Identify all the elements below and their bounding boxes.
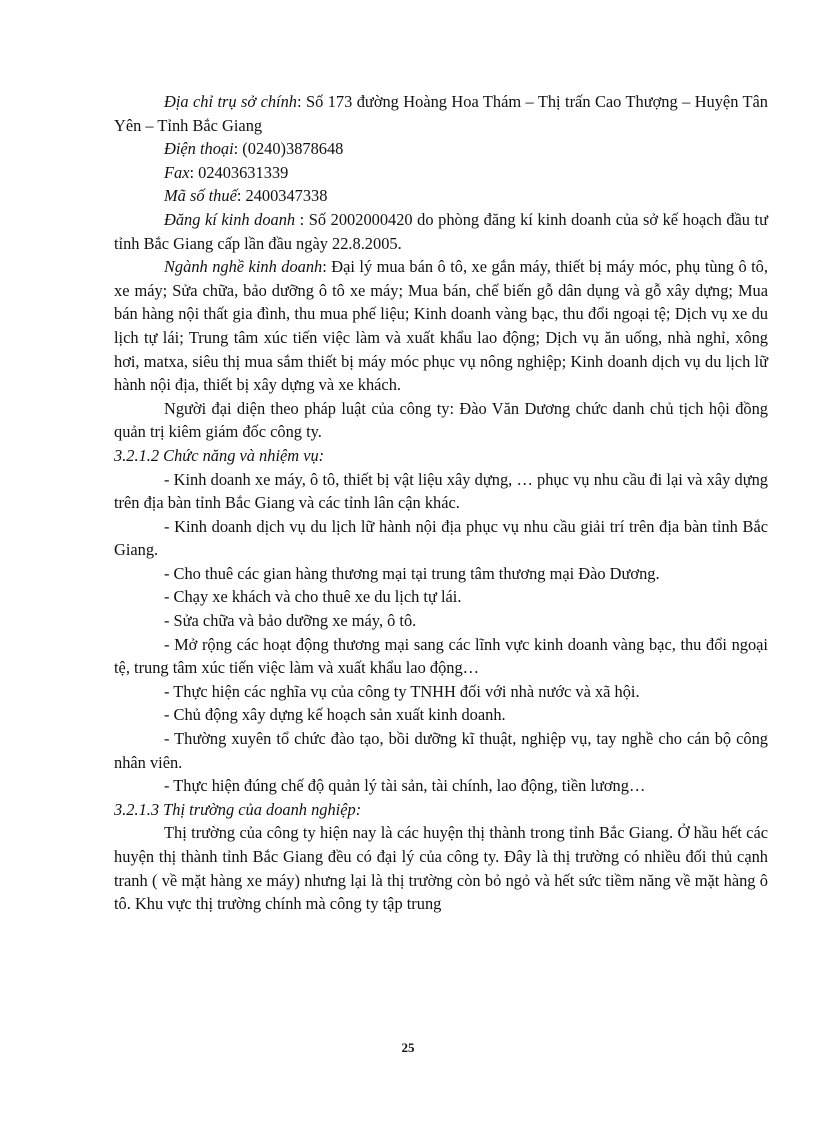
functions-heading: 3.2.1.2 Chức năng và nhiệm vụ: — [114, 445, 325, 465]
fax-paragraph — [114, 161, 768, 185]
page-number: 25 — [401, 1040, 415, 1055]
phone-paragraph — [114, 137, 768, 161]
fax-value: : 02403631339 — [189, 162, 289, 182]
registration-value: : Số 2002000420 do phòng đăng kí kinh doanh của sở kế hoạch đầu tư tỉnh Bắc Giang cấp lần đầu ngày 22.8.2005. — [114, 209, 768, 253]
business-value: : Đại lý mua bán ô tô, xe gắn máy, thiết bị máy móc, phụ tùng ô tô, xe máy; Sửa chữa, bảo dưỡng ô tô xe máy; Mua bán, chế biến gỗ dân dụng và gỗ xây dựng; Mua bán hàng nội thất gia đình, thu mua phế liệu; Kinh doanh vàng bạc, thu đổi ngoại tệ; Dịch vụ xe du lịch tự lái; Trung tâm xúc tiến việc làm và xuất khẩu lao động; Dịch vụ ăn uống, nhà nghỉ, xông hơi, matxa, siêu thị mua sắm thiết bị máy móc phục vụ nông nghiệp; Kinh doanh dịch vụ du lịch lữ hành nội địa, thiết bị xây dựng và xe khách. — [114, 257, 768, 395]
tax-paragraph — [114, 184, 768, 208]
phone-label: Điện thoại — [164, 139, 234, 159]
registration-label: Đăng kí kinh doanh — [164, 209, 296, 229]
representative-paragraph: Người đại diện theo pháp luật của công ty: Đào Văn Dương chức danh chủ tịch hội đồng quản trị kiêm giám đốc công ty. — [114, 398, 768, 442]
business-label: Ngành nghề kinh doanh — [164, 257, 323, 277]
market-heading: 3.2.1.3 Thị trường của doanh nghiệp: — [114, 799, 362, 819]
tax-label: Mã số thuế — [164, 186, 237, 206]
function-item: - Thực hiện các nghĩa vụ của công ty TNHH đối với nhà nước và xã hội. — [164, 681, 640, 701]
address-paragraph — [114, 90, 768, 137]
function-item: - Sửa chữa và bảo dưỡng xe máy, ô tô. — [164, 611, 417, 631]
function-item: - Mở rộng các hoạt động thương mại sang các lĩnh vực kinh doanh vàng bạc, thu đổi ngoại tệ, trung tâm xúc tiến việc làm và xuất khẩu lao động… — [114, 634, 768, 678]
function-item: - Kinh doanh xe máy, ô tô, thiết bị vật liệu xây dựng, … phục vụ nhu cầu đi lại và xây dựng trên địa bàn tỉnh Bắc Giang và các tỉnh lân cận khác. — [114, 469, 768, 513]
function-item: - Kinh doanh dịch vụ du lịch lữ hành nội địa phục vụ nhu cầu giải trí trên địa bàn tỉnh Bắc Giang. — [114, 516, 768, 560]
function-item: - Thường xuyên tổ chức đào tạo, bồi dưỡng kĩ thuật, nghiệp vụ, tay nghề cho cán bộ công nhân viên. — [114, 729, 768, 772]
market-paragraph: Thị trường của công ty hiện nay là các huyện thị thành trong tỉnh Bắc Giang. Ở hầu hết các huyện thị thành tỉnh Bắc Giang đều có đại lý của công ty. Đây là thị trường có nhiều đối thủ cạnh tranh ( về mặt hàng xe máy) nhưng lại là thị trường còn bỏ ngỏ và hết sức tiềm năng về mặt hàng ô tô. Khu vực thị trường chính mà công ty tập trung — [114, 823, 768, 914]
function-item: - Chủ động xây dựng kế hoạch sản xuất kinh doanh. — [164, 705, 506, 725]
address-value: : Số 173 đường Hoàng Hoa Thám – Thị trấn Cao Thượng – Huyện Tân Yên – Tỉnh Bắc Giang — [114, 92, 769, 135]
function-item: - Chạy xe khách và cho thuê xe du lịch tự lái. — [164, 587, 462, 607]
phone-value: : (0240)3878648 — [233, 139, 344, 159]
address-label: Địa chỉ trụ sở chính — [164, 92, 297, 111]
tax-value: : 2400347338 — [236, 186, 328, 206]
function-item: - Cho thuê các gian hàng thương mại tại trung tâm thương mại Đào Dương. — [164, 563, 660, 583]
registration-paragraph — [114, 208, 768, 255]
fax-label: Fax — [164, 162, 190, 182]
business-paragraph — [114, 255, 768, 397]
function-item: - Thực hiện đúng chế độ quản lý tài sản, tài chính, lao động, tiền lương… — [164, 776, 646, 796]
page-content — [114, 90, 768, 916]
